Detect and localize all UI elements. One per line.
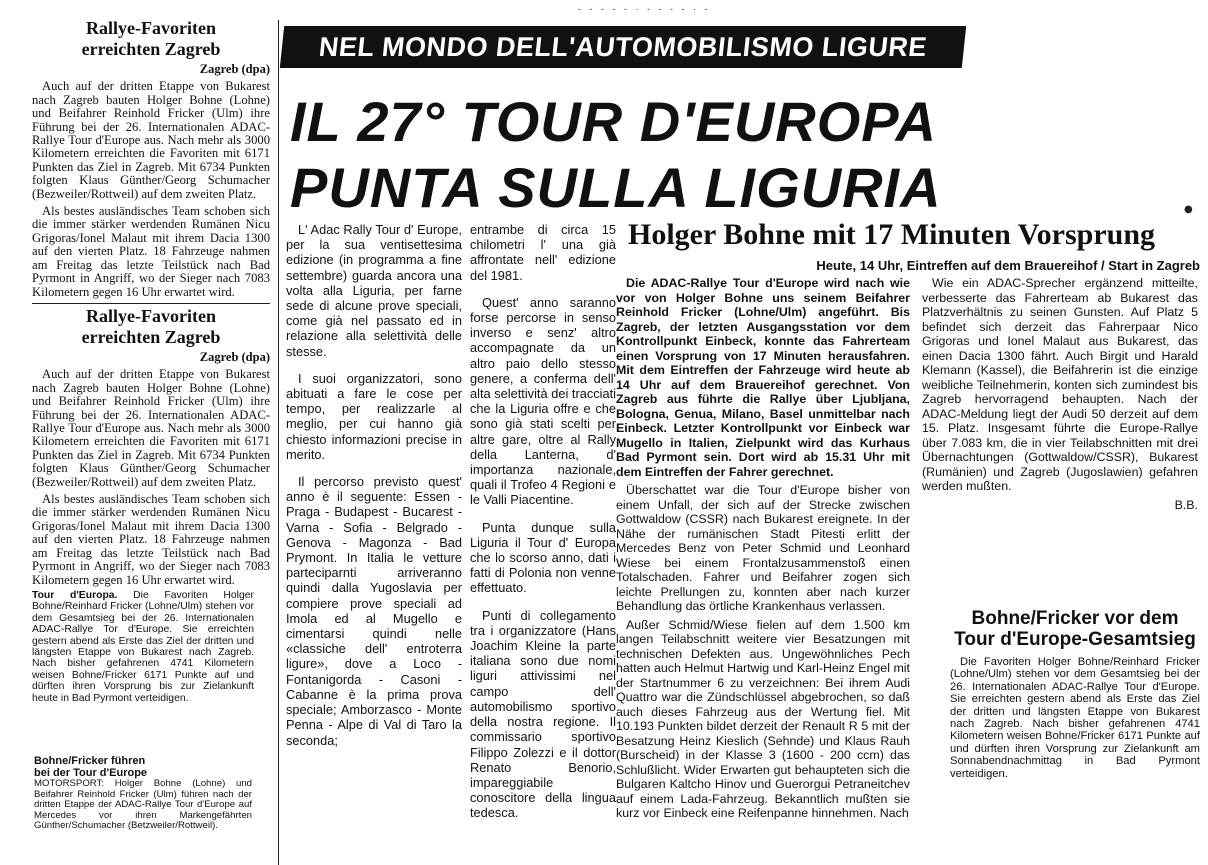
- dateline: Zagreb (dpa): [199, 62, 270, 76]
- headline-line-1: Bohne/Fricker führen: [34, 755, 146, 767]
- holger-bohne-subheadline: Heute, 14 Uhr, Eintreffen auf dem Brauereihof / Start in Zagreb: [816, 258, 1200, 273]
- clipping-divider: [32, 303, 270, 304]
- headline-line-1: Bohne/Fricker vor dem: [971, 608, 1179, 629]
- paragraph: Quest' anno saranno forse percorse in senso inverso e senz' altro accompagnate da un altro paio dello stesso genere, a conferma dell' alta selettività dei tracciati che la Liguria offre e che sono già stati scelti per altre gare, oltre al Rally della Lanterna, d' importanza nazionale, quali il Trofeo 4 Regioni e le Valli Piacentine.: [470, 294, 616, 508]
- article-body: [32, 351, 270, 587]
- paragraph: Punti di collegamento tra i organizzatore (Hans Joachim Kleine la parte italiana sono due nomi liguri attivissimi nel campo dell' automobilismo sportivo della nostra regione. Il commissario sportivo Filippo Zolezzi e il dottor Renato Benorio, impareggiabile conoscitore della lingua tedesca.: [470, 607, 616, 821]
- headline-line-1: Rallye-Favoriten: [86, 306, 216, 326]
- main-headline-line-1: IL 27° TOUR D'EUROPA: [290, 90, 937, 153]
- signature: B.B.: [1174, 497, 1198, 512]
- clipping-bohne-fricker-fuehren: [34, 755, 252, 865]
- clipping-tour-d-europa: [32, 590, 254, 740]
- dateline: Zagreb (dpa): [199, 350, 270, 364]
- paragraph: Il percorso previsto quest' anno è il seguente: Essen - Praga - Budapest - Bucarest - Varna - Sofia - Belgrado - Genova - Magonza - Bad Prymont. In Italia le vetture parteciparnti arriveranno quindi dalla Yugoslavia per compiere prove speciali ad Imola ed al Mugello e cimentarsi quindi nelle «classiche dell' entroterra ligure», dove a Loco - Fontanigorda - Casoni - Cabanne è la prima prova speciale; Amborzasco - Monte Penna - Alpe di Val di Taro la seconda;: [286, 474, 462, 748]
- headline-line-2: Tour d'Europe-Gesamtsieg: [954, 629, 1196, 650]
- article-body: [32, 63, 270, 299]
- article-body: MOTORSPORT: Holger Bohne (Lohne) und Beifahrer Reinhold Fricker (Ulm) führen nach der dritten Etappe der ADAC-Rallye Tour d'Europe auf Mercedes vor ihren Markengefährten Günther/Schumacher (Betzweiler/Rottweil).: [34, 778, 252, 832]
- holger-article-column-2: [922, 276, 1198, 512]
- clipping-rallye-favoriten-2: [32, 306, 270, 588]
- clipping-bohne-fricker-gesamtsieg: [950, 608, 1200, 778]
- holger-bohne-headline: Holger Bohne mit 17 Minuten Vorsprung: [628, 218, 1156, 251]
- italian-article-column-2: [470, 222, 616, 862]
- paragraph: Auch auf der dritten Etappe von Bukarest nach Zagreb bauten Holger Bohne (Lohne) und Beifahrer Reinhold Fricker (Ulm) ihre Führung bei der 26. Internationalen ADAC-Rallye Tour d'Europe aus. Nach mehr als 3000 Kilometern erreichten die Favoriten mit 6171 Punkten das Ziel in Zagreb. Mit 6734 Punkten folgten Klaus Günther/Georg Schumacher (Bezweiler/Rottweil) auf dem zweiten Platz.: [32, 367, 270, 489]
- article-body: Die Favoriten Holger Bohne/Reinhard Fricker (Lohne/Ulm) stehen vor dem Gesamtsieg bei der 26. Internationalen ADAC-Rallye Tor d'Europe. Sie erreichten gestern abend als Erste das Ziel der dritten und längsten Etappe von Bukarest nach Zagreb. Nach bisher gefahrenen 4741 Kilometern weisen Bohne/Fricker 6171 Punkte auf und dürften ihren Vorsprung bis zur Zielankunft heute in Bad Pyrmont verteidigen.: [32, 590, 254, 704]
- paragraph: L' Adac Rally Tour d' Europe, per la sua ventisettesima edizione (in programma a fine settembre) guarda ancora una volta alla Liguria, per farne sede di alcune prove speciali, come già nel passato ed in relazione alla selettività delle stesse.: [286, 222, 462, 359]
- article-body: Die Favoriten Holger Bohne/Reinhard Fricker (Lohne/Ulm) stehen vor dem Gesamtsieg bei der 26. Internationalen ADAC-Rallye Tour d'Europe. Sie erreichten gestern abend als Erste das Ziel der dritten und längsten Etappe von Bukarest nach Zagreb. Nach bisher gefahrenen 4741 Kilometern weisen Bohne/Fricker 6171 Punkte auf und dürften ihren Vorsprung zur Zielankunft am Sonnabendnachmittag in Bad Pyrmont verteidigen.: [950, 656, 1200, 780]
- headline-line-2: erreichten Zagreb: [81, 39, 221, 59]
- section-banner: NEL MONDO DELL'AUTOMOBILISMO LIGURE: [280, 26, 966, 68]
- paragraph: entrambe di circa 15 chilometri l' una già affrontate nell' edizione del 1981.: [470, 222, 616, 283]
- paragraph: I suoi organizzatori, sono abituati a fare le cose per tempo, per realizzarle al meglio, per cui hanno già chiesto informazioni precise in merito.: [286, 370, 462, 462]
- headline-line-2: bei der Tour d'Europe: [34, 767, 148, 779]
- headline-line-1: Rallye-Favoriten: [86, 18, 216, 38]
- paragraph: Außer Schmid/Wiese fielen auf dem 1.500 km langen Teilabschnitt weitere vier Besatzungen mit technischen Defekten aus. Ungewöhnliches Pech hatten auch Helmut Hartwig und Karl-Heinz Engel mit der Startnummer 6 zu verzeichnen: Bei ihrem Audi Quattro war die Zündschlüssel abgebrochen, so daß auch dieses Fahrzeug aus der Wertung fiel. Mit 10.193 Punkten bildet derzeit der Renault R 5 mit der Besatzung Heinz Kieslich (Sehnde) und Klaus Rauh (Burscheid) in der Klasse 3 (1600 - 200 ccm) das Schlußlicht. Wider Erwarten gut behaupteten sich die Bulgaren Kaltcho Hinov und Guerorgui Petraneitchev auf einem Lada-Fahrzeug. Bekanntlich mußten sie kurz vor Einbeck eine Reifenpanne hinnehmen. Nach: [616, 617, 910, 820]
- paragraph: Überschattet war die Tour d'Europe bisher von einem Unfall, der sich auf der Strecke zwischen Gottwaldow (CSSR) nach Bukarest ereignete. In der Nähe der rumänischen Stadt Pitesti erlitt der Mercedes Benz von Peter Schmid und Leonhard Wiese bei einem Frontalzusammenstoß einen Totalschaden. Fahrer und Beifahrer zogen sich leichte Prellungen zu, konnten aber nach kurzer Behandlung das örtliche Krankenhaus verlassen.: [616, 483, 910, 613]
- paragraph: Wie ein ADAC-Sprecher ergänzend mitteilte, verbesserte das Fahrerteam ab Bukarest das Platzverhältnis zu seinen Gunsten. Auf Platz 5 befindet sich derzeit das Fahrerpaar Nico Grigoras und Ionel Malaut aus Bukarest, das einen Dacia 1300 fährt. Auch Birgit und Harald Klemann (Kassel), die Beifahrerin ist die einzige weibliche Teilnehmerin, konten sich zumindest bis Zagreb hervorragend behaupten. Nach der ADAC-Meldung liegt der Audi 50 derzeit auf dem 15. Platz. Insgesamt führte die Europe-Rallye über 7.083 km, die in vier Teilabschnitten mit drei Übernachtungen (Gottwaldow/CSSR), Bukarest (Rumänien) und Zagreb (Jugoslawien) gefahren werden mußten.: [922, 276, 1198, 493]
- top-marks: - - - - - · - - - - · -: [578, 4, 711, 14]
- paragraph: Punta dunque sulla Liguria il Tour d' Europa che lo scorso anno, dati i fatti di Polonia non venne effettuato.: [470, 519, 616, 596]
- paragraph: Als bestes ausländisches Team schoben sich die immer stärker werdenden Rumänen Nicu Grigoras/Ionel Malaut mit ihrem Dacia 1300 auf den vierten Platz. 18 Fahrzeuge nahmen am Freitag das letzte Teilstück nach Bad Pyrmont in Angriff, wo der Sieger nach 7083 Kilometern gegen 16 Uhr erwartet wird.: [32, 492, 270, 587]
- lead-paragraph: Die ADAC-Rallye Tour d'Europe wird nach wie vor von Holger Bohne uns seinem Beifahrer Reinhold Fricker (Lohne/Ulm) angeführt. Bis Zagreb, der letzten Ausgangsstation vor dem Kontrollpunkt Einbeck, konnte das Fahrerteam einen Vorsprung von 17 Minuten herausfahren. Mit dem Eintreffen der Fahrzeuge wird heute ab 14 Uhr auf dem Brauereihof gerechnet. Von Zagreb aus führte die Rallye über Ljubljana, Bologna, Genua, Milano, Basel unmittelbar nach Einbeck. Letzter Kontrollpunkt vor Einbeck war Mugello in Italien, Zielpunkt wird das Kurhaus Bad Pyrmont sein. Dort wird ab 15.31 Uhr mit dem Eintreffen der Fahrer gerechnet.: [616, 276, 910, 479]
- paragraph: Als bestes ausländisches Team schoben sich die immer stärker werdenden Rumänen Nicu Grigoras/Ionel Malaut mit ihrem Dacia 1300 auf den vierten Platz. 18 Fahrzeuge nahmen am Freitag das letzte Teilstück nach Bad Pyrmont in Angriff, wo der Sieger nach 7083 Kilometern gegen 16 Uhr erwartet wird.: [32, 204, 270, 299]
- italian-article-column-1: [286, 222, 462, 862]
- lead-in: Tour d'Europa.: [32, 590, 118, 601]
- headline-line-2: erreichten Zagreb: [81, 327, 221, 347]
- column-rule: [278, 20, 279, 865]
- holger-article-column-1: [616, 276, 910, 865]
- paragraph: Auch auf der dritten Etappe von Bukarest nach Zagreb bauten Holger Bohne (Lohne) und Beifahrer Reinhold Fricker (Ulm) ihre Führung bei der 26. Internationalen ADAC-Rallye Tour d'Europe aus. Nach mehr als 3000 Kilometern erreichten die Favoriten mit 6171 Punkten das Ziel in Zagreb. Mit 6734 Punkten folgten Klaus Günther/Georg Schumacher (Bezweiler/Rottweil) auf dem zweiten Platz.: [32, 79, 270, 201]
- main-headline-line-2: PUNTA SULLA LIGURIA: [290, 156, 942, 219]
- bullet-mark: ●: [1184, 204, 1193, 215]
- clipping-rallye-favoriten-1: [32, 18, 270, 303]
